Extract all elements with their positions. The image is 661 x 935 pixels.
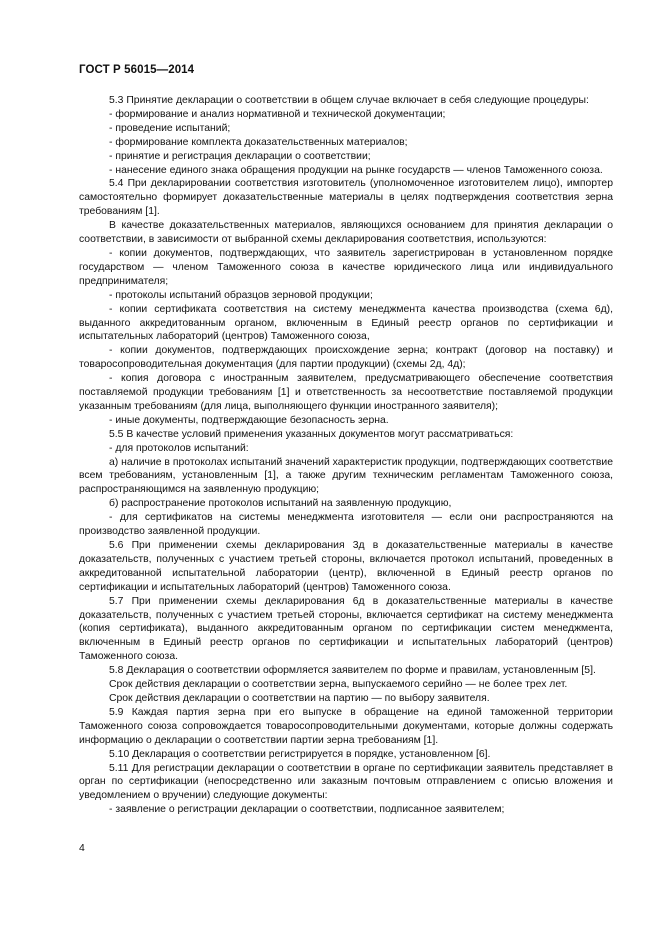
list-item-testing: - проведение испытаний; <box>109 122 231 134</box>
paragraph-validity-serial: Срок действия декларации о соответствии зерна, выпускаемого серийно — не более трех лет. <box>109 679 568 691</box>
paragraph-evidence-materials: В качестве доказательственных материалов, являющихся основанием для принятия декларации о соответствии, в зависимости от выбранной схемы декларирования соответствия, используются: <box>79 220 613 246</box>
document-header-standard-code: ГОСТ Р 56015—2014 <box>79 64 195 76</box>
list-item-for-test-reports: - для протоколов испытаний: <box>109 442 249 454</box>
page-number: 4 <box>79 843 85 854</box>
document-body <box>79 94 613 817</box>
list-item-a: а) наличие в протоколах испытаний значений характеристик продукции, подтверждающих соответствие всем требованиям, установленным [1], а также другим техническим регламентам Таможенного союза, распространяющимся на заявленную продукцию; <box>79 456 613 496</box>
paragraph-5-11: 5.11 Для регистрации декларации о соответствии в органе по сертификации заявитель представляет в орган по сертификации (непосредственно или заказным почтовым отправлением с описью вложения и уведомлением о вручении) следующие документы: <box>79 762 613 802</box>
paragraph-5-5: 5.5 В качестве условий применения указанных документов могут рассматриваться: <box>109 428 514 440</box>
list-item-registration-copies: - копии документов, подтверждающих, что заявитель зарегистрирован в установленном порядке государством — членом Таможенного союза в качестве юридического лица или индивидуального предпринимателя; <box>79 247 613 287</box>
paragraph-5-9: 5.9 Каждая партия зерна при его выпуске в обращение на единой таможенной территории Таможенного союза сопровождается товаросопроводительными документами, которые должны содержать информацию о декларации о соответствии партии зерна требованиям [1]. <box>79 706 613 746</box>
paragraph-validity-batch: Срок действия декларации о соответствии на партию — по выбору заявителя. <box>109 692 490 704</box>
list-item-qms-certificate: - копии сертификата соответствия на систему менеджмента качества производства (схема 6д), выданного аккредитованным органом, включенным в Единый реестр органов по сертификации и испытательных лабораторий (центров) Таможенного союза, <box>79 303 613 343</box>
list-item-acceptance-registration: - принятие и регистрация декларации о соответствии; <box>109 150 371 162</box>
list-item-evidence-set: - формирование комплекта доказательственных материалов; <box>109 136 408 148</box>
list-item-formation-analysis: - формирование и анализ нормативной и технической документации; <box>109 108 446 120</box>
paragraph-5-10: 5.10 Декларация о соответствии регистрируется в порядке, установленном [6]. <box>109 748 491 760</box>
paragraph-5-4: 5.4 При декларировании соответствия изготовитель (уполномоченное изготовителем лицо), импортер самостоятельно формирует доказательственные материалы в целях подтверждения соответствия зерна требованиям [1]. <box>79 178 613 218</box>
list-item-foreign-contract: - копия договора с иностранным заявителем, предусматривающего обеспечение соответствия поставляемой продукции требованиям [1] и ответственность за несоответствие поставляемой продукции указанным требованиям (для лица, выполняющего функции иностранного заявителя); <box>79 373 613 412</box>
paragraph-5-6: 5.6 При применении схемы декларирования 3д в доказательственные материалы в качестве доказательств, полученных с участием третьей стороны, включается протокол испытаний, проведенных в аккредитованной испытательной лаборатории (центр), включенной в Единый реестр органов по сертификации и испытательных лабораторий (центров) Таможенного союза. <box>79 540 613 593</box>
list-item-b: б) распространение протоколов испытаний на заявленную продукцию, <box>109 498 452 510</box>
list-item-other-documents: - иные документы, подтверждающие безопасность зерна. <box>109 414 389 426</box>
list-item-test-reports: - протоколы испытаний образцов зерновой продукции; <box>109 289 373 301</box>
paragraph-5-3: 5.3 Принятие декларации о соответствии в общем случае включает в себя следующие процедуры: <box>109 95 589 106</box>
list-item-conformity-mark: - нанесение единого знака обращения продукции на рынке государств — членов Таможенного союза. <box>109 164 603 176</box>
list-item-registration-application: - заявление о регистрации декларации о соответствии, подписанное заявителем; <box>109 804 505 816</box>
list-item-origin-documents: - копии документов, подтверждающих происхождение зерна; контракт (договор на поставку) и товаросопроводительная документация (для партии продукции) (схемы 2д, 4д); <box>79 345 613 371</box>
paragraph-5-8: 5.8 Декларация о соответствии оформляется заявителем по форме и правилам, установленным [5]. <box>109 665 596 677</box>
paragraph-5-7: 5.7 При применении схемы декларирования 6д в доказательственные материалы в качестве доказательств, полученных с участием третьей стороны, включается сертификат на систему менеджмента (копия сертификата), выданного аккредитованным органом по сертификации систем менеджмента, включенным в Единый реестр органов по сертификации и испытательных лабораторий (центров) Таможенного союза. <box>79 595 613 663</box>
list-item-management-certificates: - для сертификатов на системы менеджмента изготовителя — если они распространяются на производство заявленной продукции. <box>79 512 613 538</box>
